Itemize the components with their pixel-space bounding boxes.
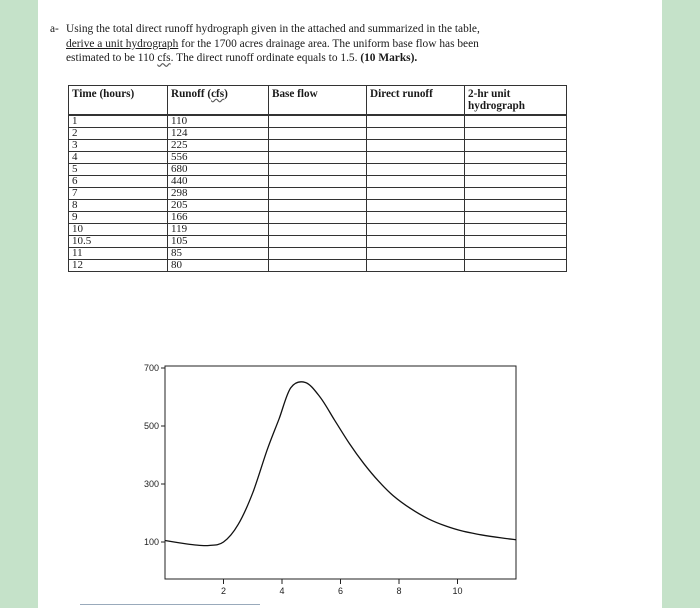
header-base-flow: Base flow xyxy=(269,86,367,116)
x-axis xyxy=(221,579,463,596)
page-bottom-rule xyxy=(80,604,260,605)
cell-time: 12 xyxy=(69,260,168,272)
y-axis xyxy=(144,363,165,547)
cell-runoff: 110 xyxy=(168,115,269,128)
header-time: Time (hours) xyxy=(69,86,168,116)
question-line-3b: . The direct runoff ordinate equals to 1.5. xyxy=(170,52,361,65)
x-tick-label: 2 xyxy=(220,586,227,596)
cell-time: 4 xyxy=(69,152,168,164)
question-line-3a: estimated to be 110 xyxy=(66,52,158,65)
cell-time: 2 xyxy=(69,128,168,140)
cell-time: 3 xyxy=(69,140,168,152)
cell-time: 6 xyxy=(69,176,168,188)
y-tick-label: 700 xyxy=(143,363,159,373)
x-tick-label: 4 xyxy=(279,586,285,596)
header-unit-hydrograph: 2-hr unit hydrograph xyxy=(465,86,567,116)
hydrograph-curve xyxy=(165,382,516,546)
cell-runoff: 124 xyxy=(168,128,269,140)
cell-runoff: 556 xyxy=(168,152,269,164)
cfs-unit: cfs xyxy=(157,52,171,65)
cell-runoff: 80 xyxy=(168,260,269,272)
cell-time: 9 xyxy=(69,212,168,224)
cell-runoff: 298 xyxy=(168,188,269,200)
y-tick-label: 100 xyxy=(143,537,159,547)
cell-runoff: 225 xyxy=(168,140,269,152)
cell-time: 1 xyxy=(69,115,168,128)
question-marker: a- xyxy=(50,23,59,35)
cell-time: 10.5 xyxy=(69,236,168,248)
cell-time: 10 xyxy=(69,224,168,236)
question-line-1: Using the total direct runoff hydrograph given in the attached and summarized in the table, xyxy=(66,23,480,35)
cell-runoff: 119 xyxy=(168,224,269,236)
cell-runoff: 440 xyxy=(168,176,269,188)
x-tick-label: 6 xyxy=(337,586,344,596)
header-runoff-prefix: Runoff ( xyxy=(171,88,212,100)
cell-time: 11 xyxy=(69,248,168,260)
y-tick-label: 300 xyxy=(143,479,159,489)
cell-runoff: 105 xyxy=(168,236,269,248)
cell-runoff: 85 xyxy=(168,248,269,260)
marks-label: (10 Marks). xyxy=(360,52,418,65)
cell-time: 7 xyxy=(69,188,168,200)
y-tick-label: 500 xyxy=(143,421,159,431)
x-tick-label: 8 xyxy=(396,586,402,596)
question-link-text: derive a unit hydrograph xyxy=(66,37,179,50)
cell-time: 5 xyxy=(69,164,168,176)
plot-frame xyxy=(165,366,516,579)
question-line-2: for the 1700 acres drainage area. The uniform base flow has been xyxy=(178,37,479,50)
x-tick-label: 10 xyxy=(452,586,463,596)
header-runoff-suffix: ) xyxy=(224,88,228,100)
cell-runoff: 680 xyxy=(168,164,269,176)
cell-runoff: 166 xyxy=(168,212,269,224)
header-runoff-unit: cfs xyxy=(211,88,225,100)
cell-runoff: 205 xyxy=(168,200,269,212)
header-direct-runoff: Direct runoff xyxy=(367,86,465,116)
cell-time: 8 xyxy=(69,200,168,212)
